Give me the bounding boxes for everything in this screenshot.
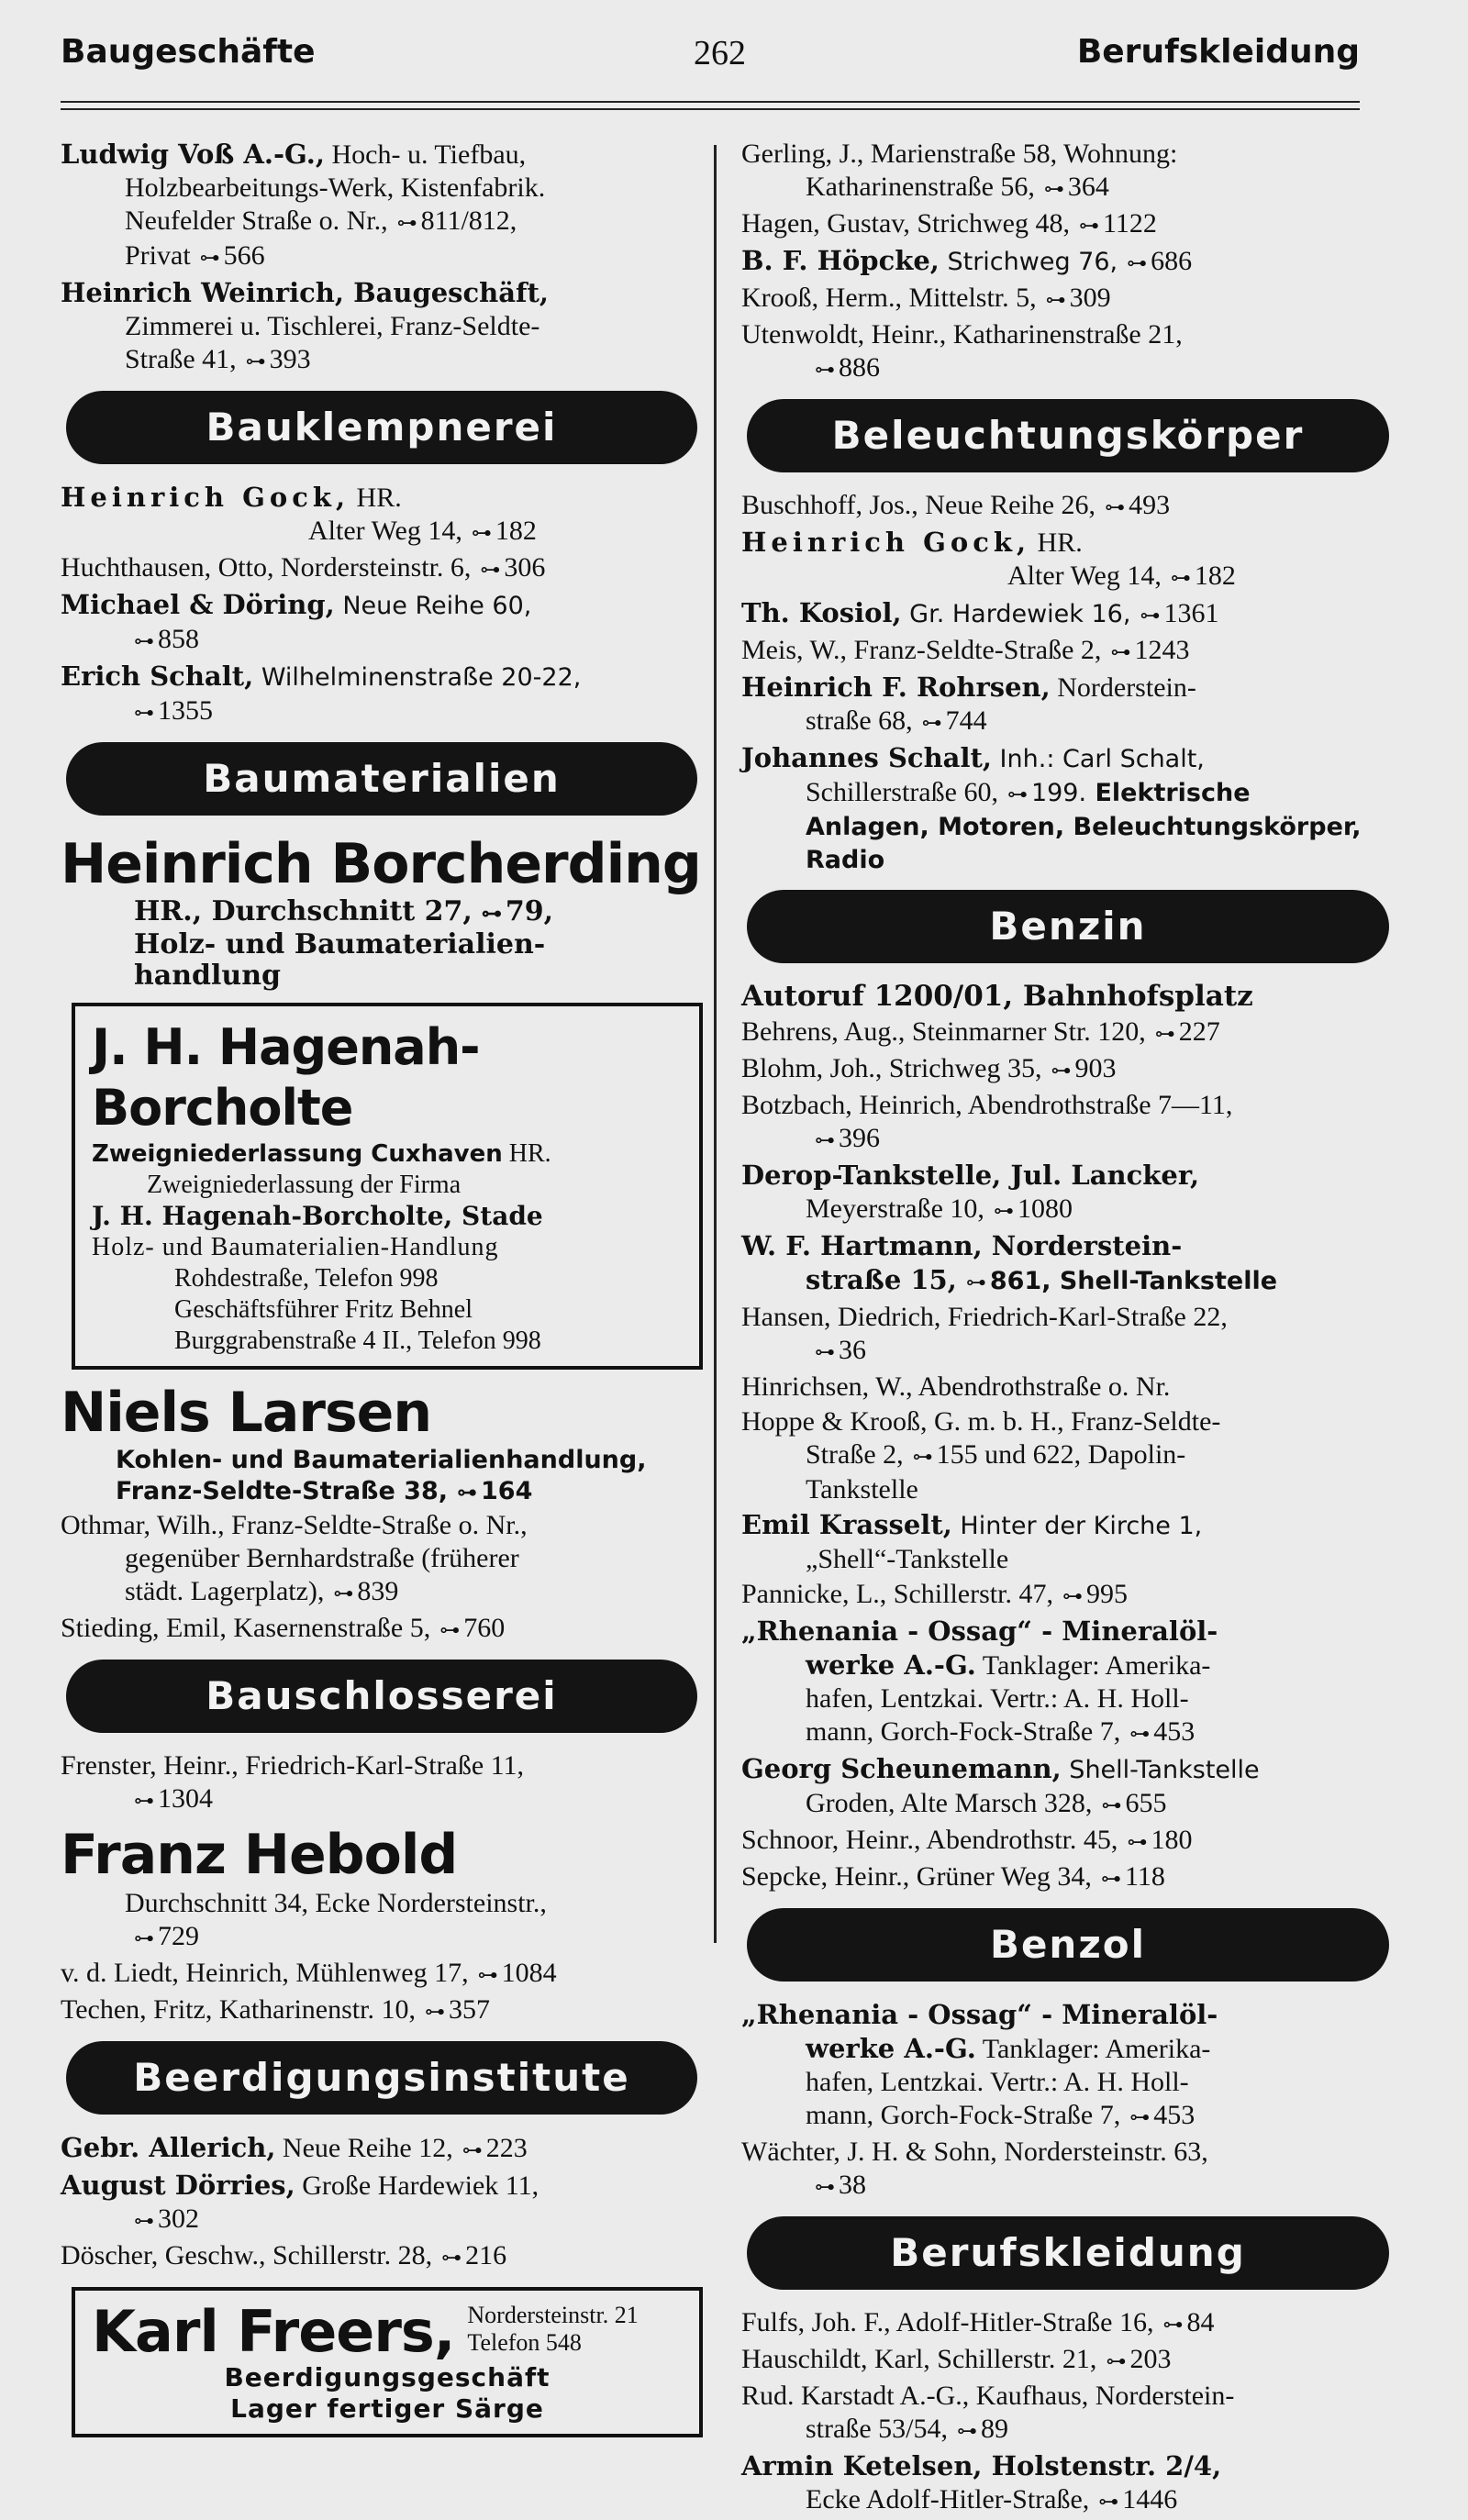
entry-text: straße 68, [806,705,913,736]
telephone-icon: ⊶ [993,1199,1012,1222]
phone-number: 84 [1186,2307,1215,2337]
advert-name: Karl Freers, [92,2298,455,2365]
telephone-icon: ⊶ [477,1963,496,1986]
entry-text: hafen, Lentzkai. Vertr.: A. H. Holl- [806,1683,1189,1714]
entry-text: Kohlen- und Baumaterialienhandlung, [116,1446,647,1474]
left-column [61,138,703,2448]
telephone-icon: ⊶ [1051,1059,1070,1082]
phone-number: 357 [448,1994,490,2025]
telephone-icon: ⊶ [441,2246,461,2269]
entry-text: Blohm, Joh., Strichweg 35, [741,1053,1042,1083]
phone-number: 223 [485,2133,528,2163]
telephone-icon: ⊶ [1129,2105,1149,2128]
entry [61,551,703,586]
entry [741,1052,1395,1087]
entry-text: und 622, Dapolin- [977,1439,1186,1470]
section-banner-bauklempnerei: Bauklempnerei [66,391,697,464]
entry-text: Botzbach, Heinrich, Abendrothstraße 7—11, [741,1090,1233,1120]
entry-text: Utenwoldt, Heinr., Katharinenstraße 21, [741,319,1183,350]
entry-text: Wächter, J. H. & Sohn, Nordersteinstr. 63, [741,2137,1208,2167]
entry-text: Neue Reihe 12, [275,2133,453,2163]
phone-number: 396 [839,1123,880,1153]
telephone-icon: ⊶ [199,246,218,269]
entry [741,1998,1395,2134]
entry-text: Burggrabenstraße 4 II., Telefon 998 [174,1327,541,1355]
entry [61,588,703,658]
phone-number: 903 [1074,1053,1117,1083]
entry-text: Strichweg 76, [939,248,1118,276]
phone-number: 182 [495,516,537,546]
phone-number: 858 [158,624,199,654]
entry [741,1752,1395,1822]
phone-number: 199. [1030,779,1087,807]
entry [741,1405,1395,1506]
phone-number: 493 [1129,490,1171,520]
telephone-icon: ⊶ [912,1445,931,1468]
phone-number: 180 [1151,1825,1193,1855]
phone-number: 1080 [1017,1193,1073,1224]
page-number: 262 [694,34,746,72]
entry [741,671,1395,739]
entry-text: Radio [806,846,885,874]
telephone-icon: ⊶ [1129,1722,1149,1745]
entry-text: Neufelder Straße o. Nr., [125,205,388,236]
phone-number: 1122 [1102,208,1157,239]
telephone-icon: ⊶ [480,558,499,581]
advert-larsen [61,1381,703,1509]
section-banner-bauschlosserei: Bauschlosserei [66,1660,697,1733]
phone-number: 155 [936,1439,978,1470]
entry-text: Meis, W., Franz-Seldte-Straße 2, [741,635,1102,665]
entry [741,2343,1395,2378]
phone-number: 995 [1085,1579,1128,1609]
section-banner-benzin: Benzin [747,890,1389,963]
entry-text: Straße 41, [125,344,237,374]
telephone-icon: ⊶ [815,1340,833,1363]
entry-text: Beerdigungsgeschäft [224,2362,550,2392]
company-name: Heinrich Weinrich, Baugeschäft, [61,277,550,308]
entry [61,2169,703,2237]
entry-text: Geschäftsführer Fritz Behnel [174,1295,473,1324]
phone-number: 89 [980,2414,1008,2444]
telephone-icon: ⊶ [245,350,264,372]
entry [741,2306,1395,2341]
telephone-icon: ⊶ [815,2175,833,2198]
section-banner-berufskleidung: Berufskleidung [747,2216,1389,2290]
entry-text: Ecke Adolf-Hitler-Straße, [806,2484,1090,2514]
entry-text: Hansen, Diedrich, Friedrich-Karl-Straße 22, [741,1302,1228,1332]
telephone-icon: ⊶ [1127,251,1146,274]
entry-text: Zweigniederlassung der Firma [147,1171,462,1199]
entry [61,481,703,550]
entry-text: v. d. Liedt, Heinrich, Mühlenweg 17, [61,1958,469,1988]
entry-text: Frenster, Heinr., Friedrich-Karl-Straße 11, [61,1750,525,1781]
header-section-start: Baugeschäfte [61,33,316,71]
company-name: W. F. Hartmann, Norderstein- [741,1230,1183,1261]
entry [741,489,1395,524]
telephone-icon: ⊶ [439,1618,459,1641]
entry-text: Holz- und Baumaterialien-Handlung [92,1233,499,1261]
company-name: Erich Schalt, [61,661,254,692]
entry-text: Gerling, J., Marienstraße 58, Wohnung: [741,139,1178,169]
entry-text: Nordersteinstr. 21 [467,2302,639,2328]
phone-number: 811/812, [420,205,517,236]
header-section-end: Berufskleidung [1076,33,1360,71]
company-name: Heinrich F. Rohrsen, [741,672,1051,703]
header-rule-2 [61,108,1360,110]
entry [741,596,1395,632]
entry-text: hafen, Lentzkai. Vertr.: A. H. Holl- [806,2067,1189,2097]
entry-text: mann, Gorch-Fock-Straße 7, [806,1716,1121,1747]
section-banner-beerdigungsinstitute: Beerdigungsinstitute [66,2041,697,2115]
phone-number: 861, [989,1267,1051,1295]
telephone-icon: ⊶ [134,2209,152,2232]
company-name: Johannes Schalt, [741,742,992,773]
entry [741,1229,1395,1299]
entry [61,138,703,274]
entry [741,1860,1395,1895]
company-name: B. F. Höpcke, [741,245,940,276]
entry-text: Franz-Seldte-Straße 38, [116,1477,449,1505]
entry-text: Tanklager: Amerika- [975,2034,1211,2064]
entry-text: Privat [125,240,191,271]
entry [61,1749,703,1817]
telephone-icon: ⊶ [1127,1830,1146,1853]
entry [741,1301,1395,1369]
entry-text: Techen, Fritz, Katharinenstr. 10, [61,1994,416,2025]
phone-number: 839 [357,1576,399,1606]
telephone-icon: ⊶ [134,701,152,724]
telephone-icon: ⊶ [815,358,833,381]
phone-number: 453 [1153,1716,1196,1747]
company-name: Georg Scheunemann, [741,1753,1062,1784]
phone-number: 393 [269,344,311,374]
phone-number: 118 [1124,1861,1165,1892]
entry [741,1159,1395,1227]
telephone-icon: ⊶ [921,711,940,734]
entry-text: Behrens, Aug., Steinmarner Str. 120, [741,1016,1146,1047]
entry-text: Shell-Tankstelle [1061,1756,1260,1784]
section-banner-benzol: Benzol [747,1908,1389,1982]
entry [61,1612,703,1647]
entry-text: Anlagen, Motoren, Beleuchtungskörper, [806,813,1362,841]
entry [741,741,1395,877]
entry-text: Schillerstraße 60, [806,777,998,807]
entry-text: Katharinenstraße 56, [806,172,1035,202]
company-name: „Rhenania - Ossag“ - Mineralöl- [741,1999,1218,2030]
entry [61,2131,703,2167]
phone-number: 203 [1129,2344,1172,2374]
phone-number: 1361 [1163,598,1219,628]
entry-text: Elektrische [1086,779,1251,807]
advert-name: J. H. Hagenah-Borcholte [92,1018,480,1137]
entry-text: HR., Durchschnitt 27, [134,895,473,927]
entry-text: Buschhoff, Jos., Neue Reihe 26, [741,490,1096,520]
telephone-icon: ⊶ [424,2000,443,2023]
entry-text: Straße 2, [806,1439,904,1470]
phone-number: 1304 [158,1783,213,1814]
entry-text: straße 15, [806,1264,957,1295]
telephone-icon: ⊶ [1106,2349,1125,2372]
company-name: Heinrich Gock, [741,527,1031,558]
telephone-icon: ⊶ [462,2138,481,2161]
telephone-icon: ⊶ [1045,288,1064,311]
phone-number: 1446 [1122,2484,1178,2514]
entry-text: HR. [502,1139,551,1168]
advert-name: Heinrich Borcherding [61,832,701,896]
entry-text: Holzbearbeitungs-Werk, Kistenfabrik. [125,172,546,203]
telephone-icon: ⊶ [134,1789,152,1812]
company-name: Heinrich Gock, [61,482,350,513]
phone-number: 1084 [501,1958,557,1988]
phone-number: 686 [1151,246,1193,276]
entry-text: Zweigniederlassung Cuxhaven [92,1140,503,1168]
entry-text: Holz- und Baumaterialien- [134,928,546,960]
telephone-icon: ⊶ [1140,604,1159,627]
phone-number: 760 [463,1613,506,1643]
entry [61,1509,703,1610]
section-banner-baumaterialien: Baumaterialien [66,742,697,816]
entry-text: Shell-Tankstelle [1051,1267,1278,1295]
entry-text: Alter Weg 14, [308,516,462,546]
entry [741,2380,1395,2448]
entry-text: Stieding, Emil, Kasernenstraße 5, [61,1613,431,1643]
entry-text: Norderstein- [1050,672,1196,703]
company-name: Ludwig Voß A.-G., [61,139,325,170]
entry-text: städt. Lagerplatz), [125,1576,325,1606]
column-divider [714,145,717,1943]
company-name: „Rhenania - Ossag“ - Mineralöl- [741,1615,1218,1647]
telephone-icon: ⊶ [1062,1584,1081,1607]
entry-text: Groden, Alte Marsch 328, [806,1788,1093,1818]
entry [741,1615,1395,1750]
entry-text: HR. [1030,527,1083,558]
phone-number: 1243 [1134,635,1190,665]
entry-text: Hinter der Kirche 1, [951,1512,1203,1540]
phone-number: 182 [1194,561,1236,591]
phone-number: 79, [505,895,554,927]
company-name: Gebr. Allerich, [61,2132,276,2163]
entry [741,980,1395,1014]
entry [741,1578,1395,1613]
company-name: August Dörries, [61,2170,295,2201]
telephone-icon: ⊶ [815,1128,833,1151]
entry-text: Döscher, Geschw., Schillerstr. 28, [61,2240,433,2270]
phone-number: 306 [504,552,546,583]
entry [741,1824,1395,1859]
phone-number: 729 [158,1921,199,1951]
entry-text: Hauschildt, Karl, Schillerstr. 21, [741,2344,1097,2374]
entry-text: Telefon 548 [467,2329,582,2356]
telephone-icon: ⊶ [481,902,500,926]
advert-hagenah-borcholte [72,1003,703,1370]
company-name: werke A.-G. [806,1649,976,1681]
telephone-icon: ⊶ [1100,1867,1119,1890]
advert-name: Niels Larsen [61,1381,432,1445]
phone-number: 655 [1125,1788,1167,1818]
right-column [741,138,1395,2520]
phone-number: 38 [839,2170,866,2200]
entry-text: Tanklager: Amerika- [975,1650,1211,1681]
telephone-icon: ⊶ [1162,2313,1182,2336]
telephone-icon: ⊶ [333,1582,352,1604]
entry-text: Hagen, Gustav, Strichweg 48, [741,208,1070,239]
entry [741,318,1395,386]
entry-text: straße 53/54, [806,2414,948,2444]
advert-hebold [61,1823,703,1955]
telephone-icon: ⊶ [134,1926,152,1949]
advert-name: Franz Hebold [61,1823,458,1887]
section-banner-beleuchtungskoerper: Beleuchtungskörper [747,399,1389,472]
entry-text: Alter Weg 14, [1007,561,1162,591]
entry-text: Tankstelle [806,1474,918,1504]
company-name: Michael & Döring, [61,589,335,620]
entry-text: handlung [134,960,282,992]
header-rule [61,101,1360,103]
entry [741,526,1395,594]
company-name: werke A.-G. [806,2033,976,2064]
telephone-icon: ⊶ [1078,214,1097,237]
phone-number: 227 [1178,1016,1220,1047]
entry-text: Hinrichsen, W., Abendrothstraße o. Nr. [741,1371,1171,1402]
entry-text: Othmar, Wilh., Franz-Seldte-Straße o. Nr., [61,1510,528,1540]
entry [741,2449,1395,2518]
entry-text: Wilhelminenstraße 20-22, [253,663,582,692]
entry-text: Inh.: Carl Schalt, [991,745,1205,773]
entry [741,282,1395,316]
entry [741,244,1395,280]
entry [61,276,703,378]
entry-text: Hoch- u. Tiefbau, [324,139,527,170]
telephone-icon: ⊶ [134,629,152,652]
entry [741,207,1395,242]
entry-text: „Shell“-Tankstelle [806,1544,1009,1574]
telephone-icon: ⊶ [457,1482,476,1504]
phone-number: 453 [1153,2100,1196,2130]
phone-number: 1355 [158,695,213,726]
telephone-icon: ⊶ [1105,495,1124,518]
entry-text: Meyerstraße 10, [806,1193,984,1224]
entry [741,2136,1395,2204]
entry [61,2239,703,2274]
entry-text: Neue Reihe 60, [334,592,532,620]
entry-text: Schnoor, Heinr., Abendrothstr. 45, [741,1825,1118,1855]
telephone-icon: ⊶ [1043,177,1062,200]
entry-text: Rohdestraße, Telefon 998 [174,1264,439,1293]
telephone-icon: ⊶ [396,211,416,234]
entry-text: mann, Gorch-Fock-Straße 7, [806,2100,1121,2130]
advert-freers [72,2287,703,2437]
entry-text: Rud. Karstadt A.-G., Kaufhaus, Norderstein- [741,2381,1235,2411]
telephone-icon: ⊶ [1098,2490,1118,2513]
company-name: Armin Ketelsen, Holstenstr. 2/4, [741,2450,1222,2481]
entry [741,1089,1395,1157]
entry-text: Pannicke, L., Schillerstr. 47, [741,1579,1053,1609]
entry-text: Fulfs, Joh. F., Adolf-Hitler-Straße 16, [741,2307,1154,2337]
entry [61,1957,703,1992]
entry [741,1508,1395,1576]
entry-text: J. H. Hagenah-Borcholte, Stade [92,1201,543,1231]
entry-text: Große Hardewiek 11, [295,2170,539,2201]
telephone-icon: ⊶ [1006,783,1026,805]
phone-number: 309 [1069,283,1111,313]
telephone-icon: ⊶ [1170,566,1189,589]
entry-text: HR. [350,483,402,513]
phone-number: 364 [1067,172,1109,202]
phone-number: 886 [839,352,880,383]
telephone-icon: ⊶ [471,521,490,544]
company-name: Th. Kosiol, [741,597,902,628]
company-name: Emil Krasselt, [741,1509,952,1540]
company-name: Derop-Tankstelle, Jul. Lancker, [741,1160,1200,1191]
entry-text: Lager fertiger Särge [230,2393,544,2424]
entry [61,1993,703,2028]
entry-text: gegenüber Bernhardstraße (früherer [125,1543,519,1573]
entry-text: Durchschnitt 34, Ecke Nordersteinstr., [125,1888,547,1918]
phone-number: 36 [839,1335,866,1365]
telephone-icon: ⊶ [1154,1022,1173,1045]
phone-number: 566 [223,240,265,271]
entry-text: Huchthausen, Otto, Nordersteinstr. 6, [61,552,472,583]
entry-text: Krooß, Herm., Mittelstr. 5, [741,283,1037,313]
entry [61,660,703,729]
advert-borcherding [61,832,703,992]
entry [741,1016,1395,1050]
phone-number: 744 [945,705,987,736]
entry [741,634,1395,669]
entry-text: Gr. Hardewiek 16, [901,600,1131,628]
telephone-icon: ⊶ [965,1271,984,1293]
entry [741,138,1395,205]
page-header [61,33,1360,79]
entry-text: Hoppe & Krooß, G. m. b. H., Franz-Seldte- [741,1406,1221,1437]
telephone-icon: ⊶ [1110,640,1129,663]
telephone-icon: ⊶ [1101,1793,1120,1816]
entry-text: Zimmerei u. Tischlerei, Franz-Seldte- [125,311,540,341]
company-name: Autoruf 1200/01, Bahnhofsplatz [741,980,1253,1013]
phone-number: 164 [481,1477,533,1505]
telephone-icon: ⊶ [956,2419,975,2442]
entry [741,1371,1395,1404]
entry-text: Sepcke, Heinr., Grüner Weg 34, [741,1861,1092,1892]
phone-number: 216 [465,2240,507,2270]
phone-number: 302 [158,2204,199,2234]
